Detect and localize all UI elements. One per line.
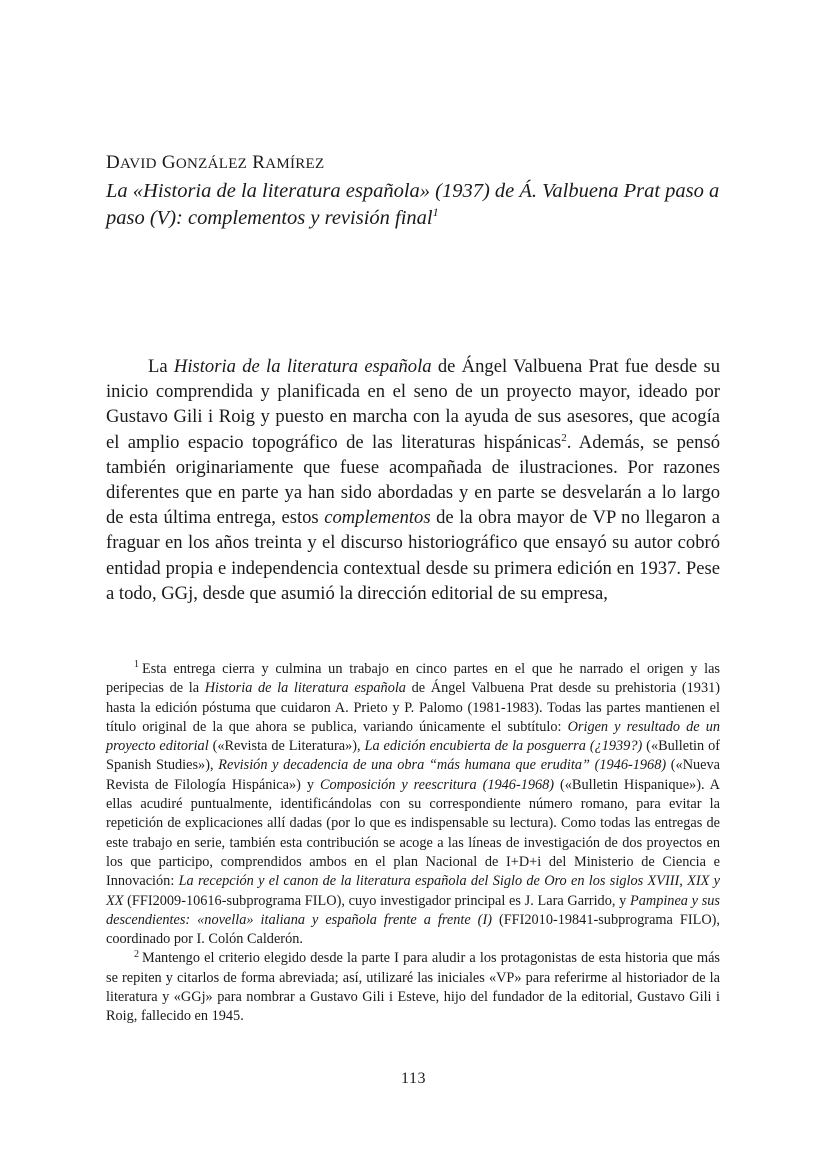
text-run: de la obra mayor de VP no llegaron a fraguar en los años treinta y el discurso historiográfico que ensayó su autor cobró entidad propia e independencia contextual desde su primera edición en 1937. Pese a todo, GGj, desde que asumió la dirección editorial de su empresa,	[106, 507, 720, 604]
text-run: Mantengo el criterio elegido desde la parte I para aludir a los protagonistas de esta historia que más se repiten y citarlos de forma abreviada; así, utilizaré las iniciales «VP» para referirme al historiador de la literatura y «GGj» para nombrar a Gustavo Gili i Esteve, hijo del fundador de la editorial, Gustavo Gili i Roig, fallecido en 1945.	[106, 950, 720, 1025]
text-run: (FFI2009-10616-subprograma FILO), cuyo investigador principal es J. Lara Garrido, y	[123, 892, 630, 909]
page-number: 113	[401, 1070, 426, 1087]
italic-text: Origen y resultado de un proyecto editorial	[106, 718, 720, 755]
author-initial: D	[106, 152, 121, 173]
italic-text: Pampinea y sus descendientes: «novella» italiana y española frente a frente (I)	[106, 892, 720, 928]
italic-text: Composición y reescritura (1946-1968)	[319, 776, 555, 793]
footnote-2	[106, 949, 720, 1026]
text-run: de Ángel Valbuena Prat desde su prehistoria (1931) hasta la edición póstuma que cuidaron A. Prieto y P. Palomo (1981-1983). Todas las partes mantienen el título original de la que ahora se publica, variando únicamente el subtítulo:	[106, 680, 721, 735]
author-middle-name: ONZÁLEZ	[175, 156, 248, 172]
text-run: («Bulletin Hispanique»). A ellas acudiré puntualmente, identificándolas con su correspondiente número romano, para evitar la repetición de explicaciones allí dadas (por lo que es indispensable su lectura). Como todas las entregas de este trabajo en serie, también esta contribución se acoge a las líneas de investigación de dos proyectos en los que participo, comprendidos ambos en el plan Nacional de I+D+i del Ministerio de Ciencia e Innovación:	[106, 776, 721, 890]
author-initial: R	[252, 152, 266, 173]
article-header	[106, 150, 726, 232]
author-name	[106, 150, 726, 177]
footnotes	[106, 660, 720, 1027]
italic-text: Historia de la literatura española	[173, 356, 432, 377]
body-text	[106, 354, 720, 606]
text-run: de Ángel Valbuena Prat fue desde su inicio comprendida y planificada en el seno de un proyecto mayor, ideado por Gustavo Gili i Roig y puesto en marcha con la ayuda de sus asesores, que acogía el amplio espacio topográfico de las literaturas hispánicas	[106, 356, 721, 453]
italic-text: La edición encubierta de la posguerra (¿1939?)	[364, 738, 643, 755]
text-run: («Bulletin of Spanish Studies»),	[106, 738, 720, 774]
body-paragraph	[106, 354, 720, 606]
article-title-text: La «Historia de la literatura española» (1937) de Á. Valbuena Prat paso a paso (V): complementos y revisión final	[106, 180, 720, 229]
italic-text: complementos	[324, 507, 431, 529]
text-run: (FFI2010-19841-subprograma FILO), coordinado por I. Colón Calderón.	[106, 911, 720, 948]
article-title	[106, 178, 726, 232]
text-run: («Revista de Literatura»),	[208, 738, 365, 755]
text-run: . Además, se pensó también originariamente que fuese acompañada de ilustraciones. Por razones diferentes que en parte ya han sido abordadas y en parte se desvelarán a lo largo de esta última entrega, estos	[106, 431, 720, 529]
author-last-name: AMÍREZ	[265, 156, 325, 172]
text-run: La	[148, 356, 174, 377]
text-run: («Nueva Revista de Filología Hispánica») y	[106, 757, 721, 793]
footnote-reference[interactable]: 1	[432, 205, 439, 220]
text-run: Esta entrega cierra y culmina un trabajo en cinco partes en el que he narrado el origen y las peripecias de la	[106, 661, 720, 697]
italic-text: Historia de la literatura española	[204, 680, 406, 697]
footnote-number: 2	[134, 948, 139, 960]
author-initial: G	[161, 152, 176, 173]
italic-text: Revisión y decadencia de una obra “más humana que erudita” (1946-1968)	[218, 757, 667, 774]
footnote-1	[106, 660, 720, 949]
footnote-reference[interactable]: 2	[561, 431, 567, 444]
italic-text: La recepción y el canon de la literatura española del Siglo de Oro en los siglos XVIII, XIX y XX	[106, 873, 720, 909]
footnote-number: 1	[134, 659, 139, 671]
author-first-name: AVID	[120, 156, 157, 172]
